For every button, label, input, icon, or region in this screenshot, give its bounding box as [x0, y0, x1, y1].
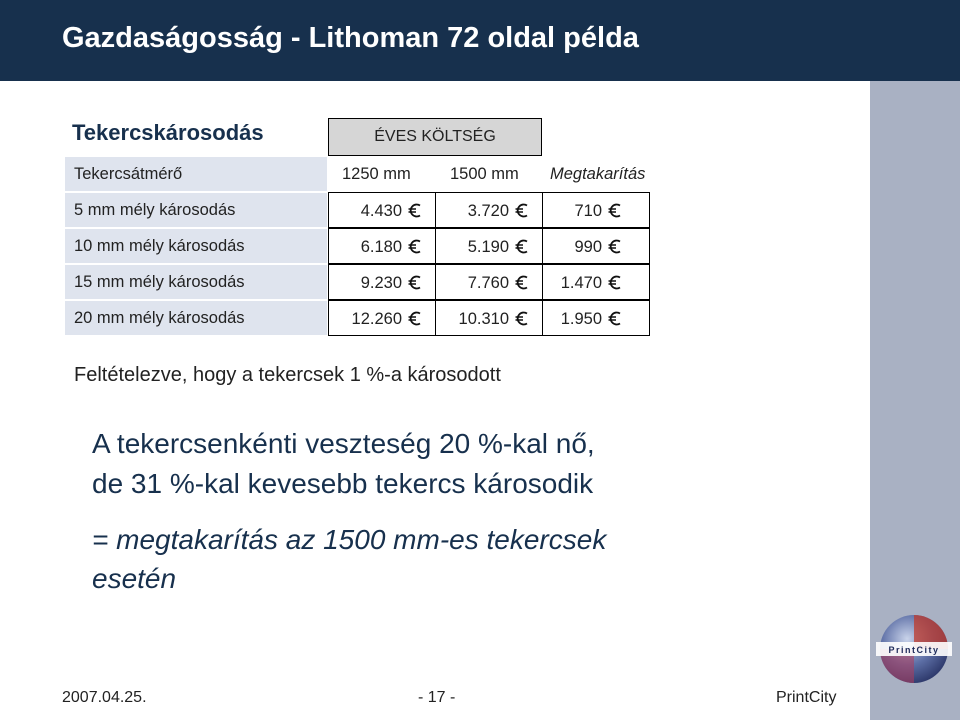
cell-value: 990 [574, 237, 602, 256]
table-cell [328, 228, 436, 264]
assumption-note: Feltételezve, hogy a tekercsek 1 %-a károsodott [74, 364, 501, 386]
table-cell [435, 192, 543, 228]
euro-icon [408, 275, 421, 290]
printcity-logo-icon [874, 612, 954, 688]
table-row-label: 10 mm mély károsodás [64, 228, 328, 264]
euro-icon [608, 203, 621, 218]
slide-title: Gazdaságosság - Lithoman 72 oldal példa [62, 22, 639, 54]
statement-line: A tekercsenkénti veszteség 20 %-kal nő, [92, 428, 595, 459]
cell-value: 9.230 [360, 273, 402, 292]
cell-value: 6.180 [360, 237, 402, 256]
euro-icon [515, 239, 528, 254]
table-cell [542, 192, 650, 228]
table-header-col1: 1250 mm [342, 165, 411, 183]
table-row-label: 15 mm mély károsodás [64, 264, 328, 300]
euro-icon [515, 311, 528, 326]
table-cell [328, 192, 436, 228]
table-cell [542, 264, 650, 300]
euro-icon [608, 275, 621, 290]
table-header-label: Tekercsátmérő [64, 156, 328, 192]
table-cell [328, 264, 436, 300]
table-header-col3: Megtakarítás [550, 165, 646, 183]
euro-icon [408, 311, 421, 326]
euro-icon [408, 203, 421, 218]
cell-value: 10.310 [458, 309, 509, 328]
table-header-col2: 1500 mm [450, 165, 519, 183]
table-cell [435, 300, 543, 336]
statement-line: de 31 %-kal kevesebb tekercs károsodik [92, 468, 594, 499]
annual-cost-header: ÉVES KÖLTSÉG [328, 118, 542, 156]
footer-page-number: - 17 - [418, 689, 456, 706]
cell-value: 1.950 [560, 309, 602, 328]
title-bar [0, 0, 960, 81]
cell-value: 12.260 [351, 309, 402, 328]
cell-value: 3.720 [467, 201, 509, 220]
table-cell [542, 228, 650, 264]
euro-icon [515, 203, 528, 218]
table-cell [542, 300, 650, 336]
cell-value: 5.190 [467, 237, 509, 256]
conclusion-line: esetén [92, 563, 177, 594]
cell-value: 1.470 [560, 273, 602, 292]
table-cell [435, 228, 543, 264]
cell-value: 7.760 [467, 273, 509, 292]
euro-icon [408, 239, 421, 254]
footer-date: 2007.04.25. [62, 689, 147, 706]
conclusion-line: = megtakarítás az 1500 mm-es tekercsek [92, 524, 607, 555]
euro-icon [608, 311, 621, 326]
table-row-label: 5 mm mély károsodás [64, 192, 328, 228]
footer-brand: PrintCity [776, 689, 837, 706]
cell-value: 710 [574, 201, 602, 220]
euro-icon [608, 239, 621, 254]
table-row-label: 20 mm mély károsodás [64, 300, 328, 336]
logo-text: PrintCity [888, 645, 940, 655]
euro-icon [515, 275, 528, 290]
table-cell [435, 264, 543, 300]
cell-value: 4.430 [360, 201, 402, 220]
table-cell [328, 300, 436, 336]
table-heading: Tekercskárosodás [72, 120, 264, 145]
